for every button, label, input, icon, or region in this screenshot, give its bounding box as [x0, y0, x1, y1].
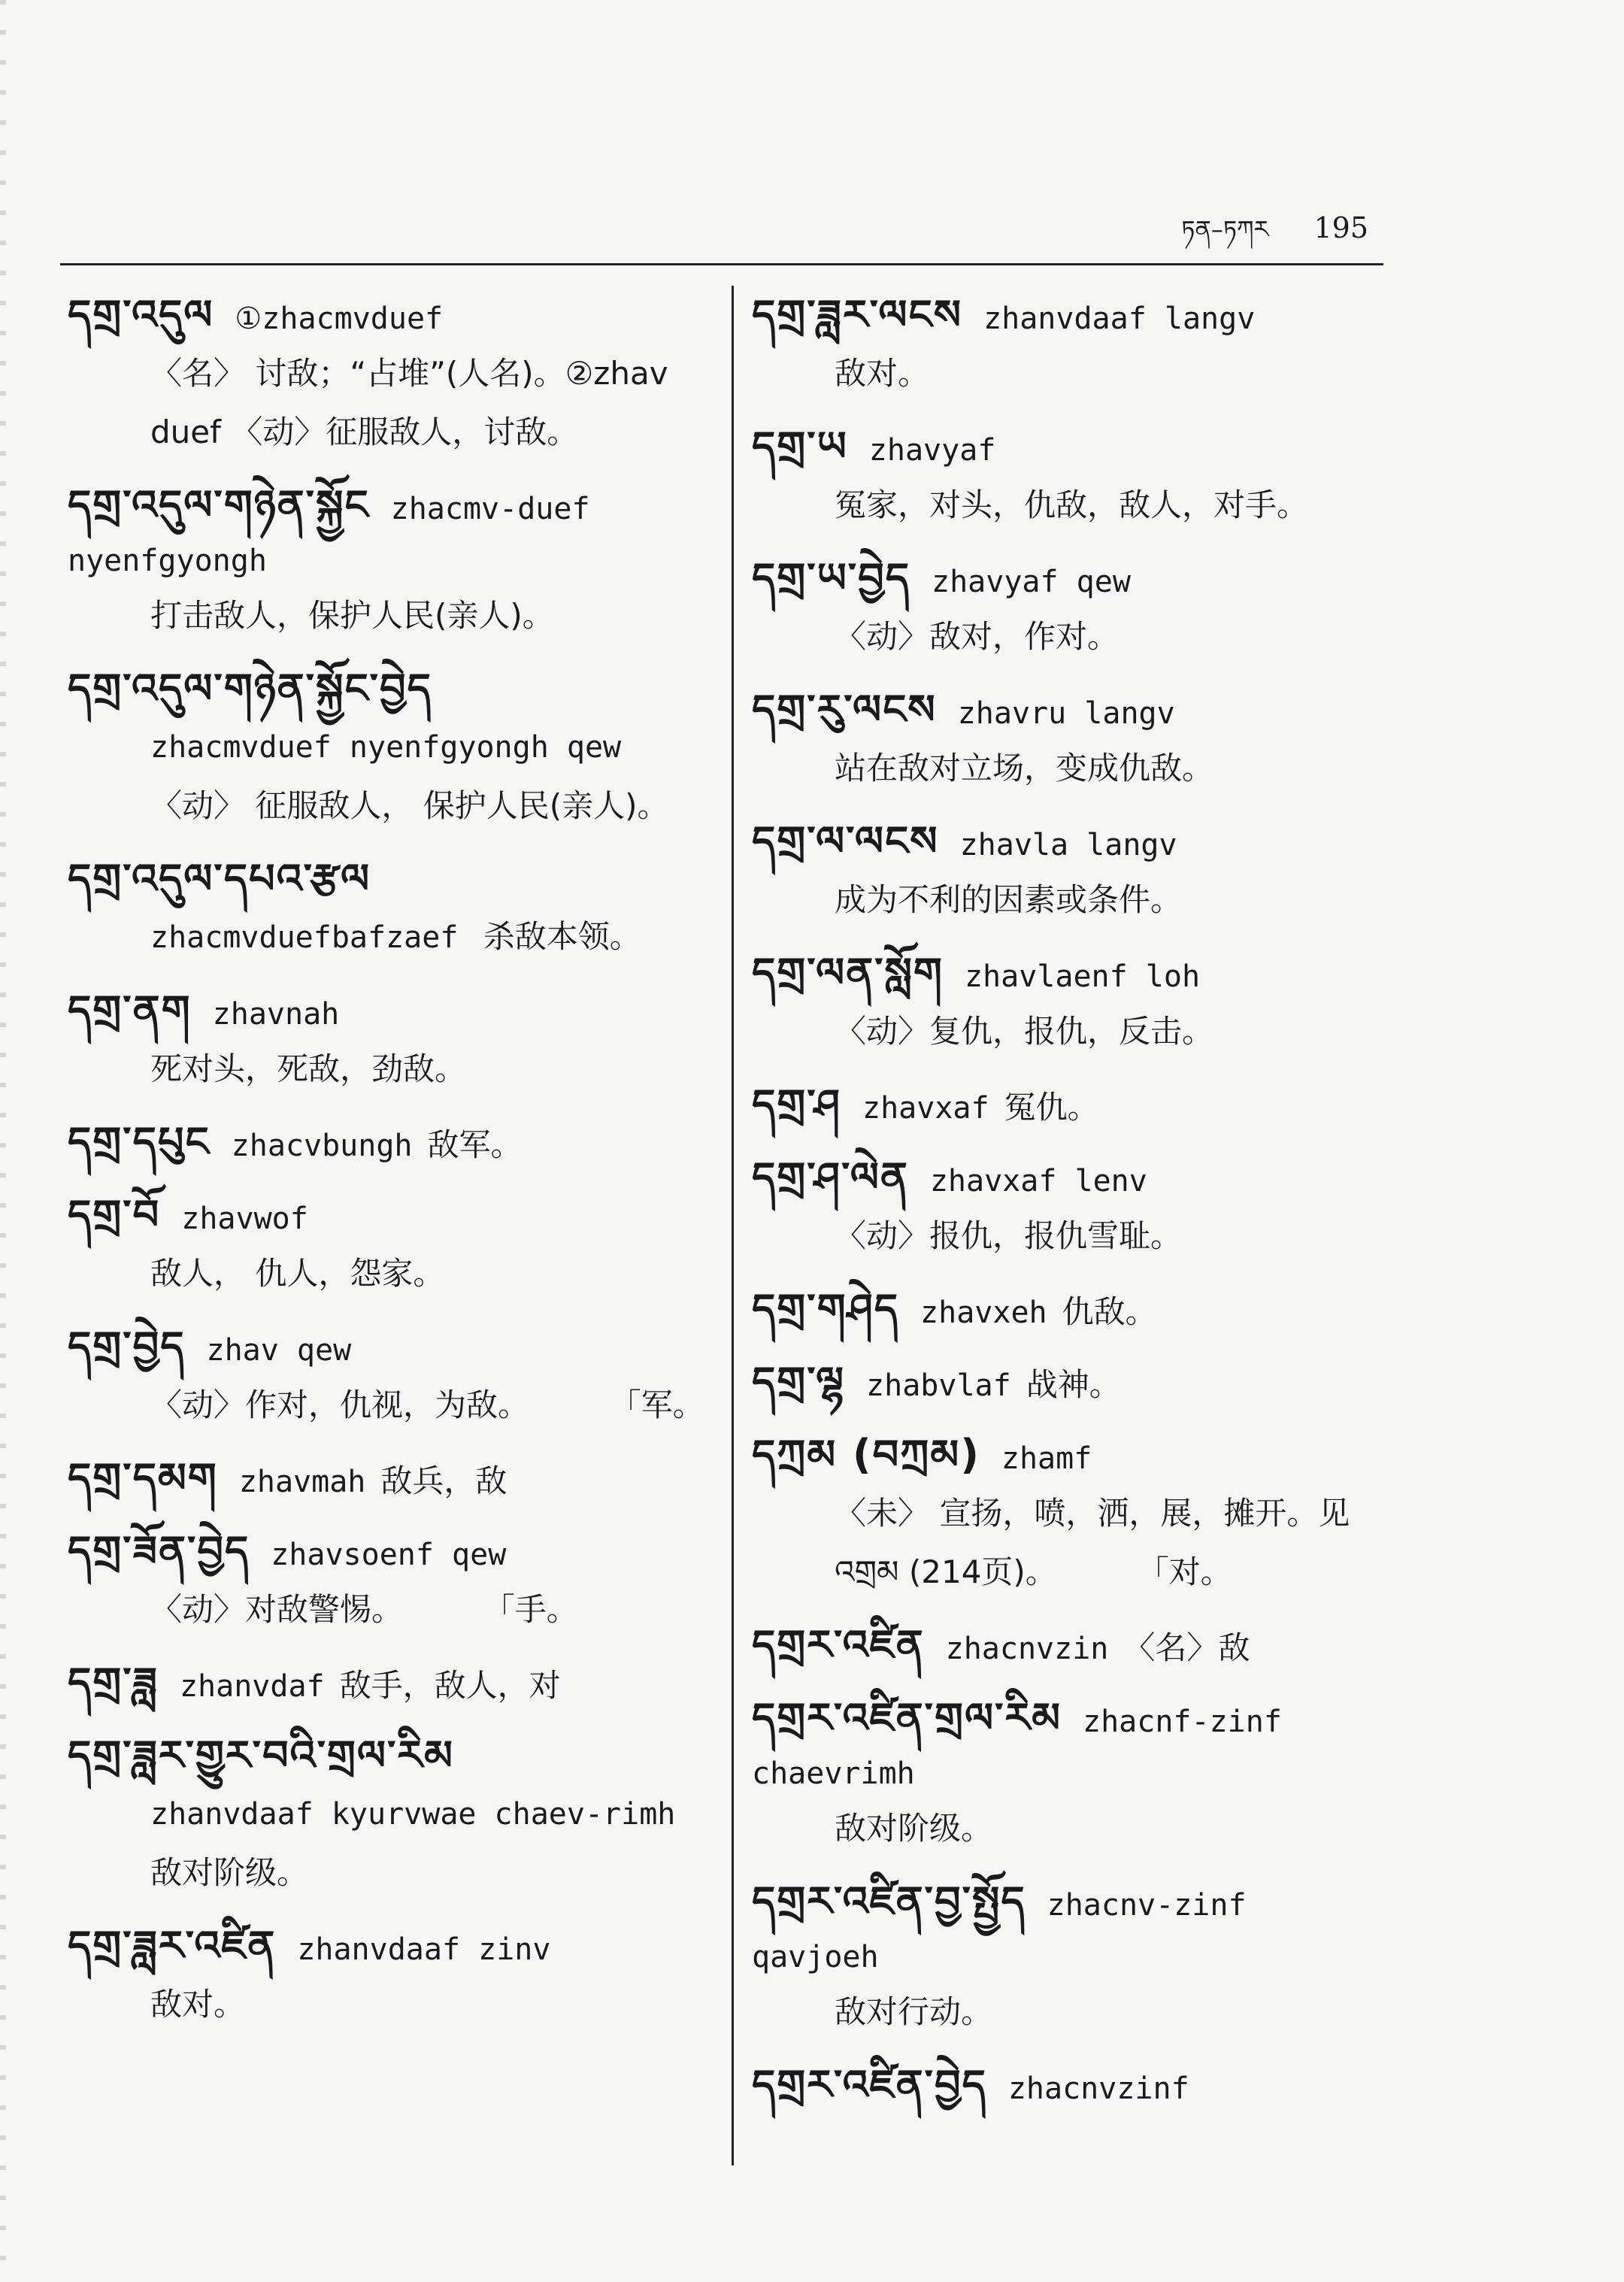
definition: 敌兵，敌 [380, 1462, 508, 1499]
romanization: zhanvdaaf kyurvwae chaev-rimh [150, 1797, 676, 1832]
romanization: zhavyaf [868, 433, 996, 468]
romanization: zhacmvduef nyenfgyongh qew [150, 730, 622, 765]
left-column [68, 289, 714, 2052]
romanization: zhavnah [212, 997, 340, 1032]
definition: 仇敌。 [1062, 1293, 1157, 1330]
tibetan-headword: དགྲ་བྱེད [68, 1323, 186, 1370]
tibetan-headword: དགྲ་འདུལ་གཉེན་སྐྱོང་བྱེད [68, 665, 432, 712]
dictionary-entry [68, 663, 714, 835]
dictionary-entry [752, 1152, 1398, 1265]
tibetan-headword: དགྲ་ཟླར་འཛིན [68, 1922, 277, 1969]
romanization: zhavxaf [862, 1091, 989, 1126]
tibetan-headword: དགྲ་བོ [68, 1191, 161, 1238]
romanization: zhav qew [206, 1333, 352, 1368]
romanization: zhanvdaf [179, 1669, 325, 1704]
definition: 〈动〉对敌警惕。 「手。 [150, 1591, 578, 1628]
definition: 敌对行动。 [835, 1993, 993, 2030]
definition: 敌对。 [150, 1986, 246, 2023]
romanization: zhavlaenf loh [964, 959, 1201, 994]
romanization: zhanvdaaf zinv [297, 1932, 551, 1967]
definition: 〈未〉 宣扬，喷，洒，展，摊开。见 འགྲམ (214页)。 「对。 [835, 1495, 1360, 1590]
dictionary-entry [68, 1920, 714, 2034]
definition: 杀敌本领。 [483, 918, 641, 955]
right-column [752, 289, 1398, 2132]
dictionary-entry [752, 421, 1398, 535]
dictionary-entry [68, 1657, 714, 1712]
dictionary-entry [752, 816, 1398, 929]
dictionary-entry [752, 1356, 1398, 1411]
romanization: zhavwof [181, 1202, 308, 1236]
romanization: ①zhacmvduef [235, 302, 444, 336]
definition: 〈动〉作对，仇视，为敌。 「军。 [150, 1386, 704, 1423]
romanization: zhacnv-zinf qavjoeh [752, 1888, 1247, 1974]
running-header [1023, 203, 1368, 271]
romanization: zhacmv-duef nyenfgyongh [68, 492, 590, 578]
dictionary-entry [68, 1730, 714, 1902]
dictionary-entry [752, 1283, 1398, 1338]
tibetan-headword: དགྲ་ཟླར་ལངས [752, 291, 963, 338]
tibetan-headword: དགྲ་ཟོན་བྱེད [68, 1527, 250, 1574]
tibetan-headword: དགྲ་ཟླ [68, 1659, 159, 1706]
tibetan-headword: དགྲ་དཔུང [68, 1118, 211, 1165]
column-divider [732, 286, 734, 2165]
definition: 打击敌人，保护人民(亲人)。 [150, 597, 554, 634]
dictionary-entry [752, 1876, 1398, 2041]
tibetan-headword: དགྲར་འཛིན [752, 1621, 925, 1668]
tibetan-headword: དགྲ་ནག [68, 986, 192, 1034]
definition: 敌对阶级。 [150, 1854, 309, 1891]
dictionary-entry [68, 1117, 714, 1171]
page-number: 195 [1313, 211, 1368, 244]
page-edge-marks [0, 0, 6, 2282]
romanization: zhavsoenf qew [271, 1538, 507, 1572]
dictionary-entry [752, 1079, 1398, 1134]
dictionary-entry [68, 1321, 714, 1435]
definition: 冤家，对头，仇敌，敌人，对手。 [835, 486, 1309, 523]
dictionary-entry [68, 853, 714, 967]
tibetan-headword: དཀྲམ (བཀྲམ) [752, 1431, 980, 1478]
dictionary-entry [68, 1189, 714, 1303]
tibetan-headword: དགྲ་འདུལ [68, 291, 214, 338]
definition: 敌手，敌人，对 [339, 1667, 561, 1704]
romanization: zhacmvduefbafzaef [150, 920, 459, 955]
definition: 〈名〉敌 [1123, 1629, 1250, 1666]
dictionary-entry [68, 480, 714, 645]
tibetan-headword: དགྲ་ཡ་བྱེད [752, 554, 910, 602]
dictionary-entry [752, 553, 1398, 666]
header-range: ཏན–ཏཀར [1181, 215, 1269, 244]
tibetan-headword: དགྲར་འཛིན་བྱེད [752, 2061, 987, 2108]
romanization: zhacvbungh [231, 1129, 413, 1163]
definition: 死对头，死敌，劲敌。 [150, 1050, 467, 1087]
tibetan-headword: དགྲ་ལ་ལངས [752, 817, 939, 865]
tibetan-headword: དགྲར་འཛིན་གྲལ་རིམ [752, 1694, 1062, 1741]
romanization: zhabvlaf [866, 1368, 1011, 1403]
romanization: zhacnf-zinf chaevrimh [752, 1705, 1282, 1791]
definition: 〈动〉复仇，报仇，反击。 [835, 1013, 1214, 1050]
romanization: zhavmah [238, 1465, 366, 1499]
definition: 敌军。 [427, 1126, 523, 1163]
tibetan-headword: དགྲ་ཡ [752, 423, 848, 470]
dictionary-entry [68, 985, 714, 1099]
definition: 敌对。 [835, 355, 930, 392]
definition: 战神。 [1026, 1366, 1121, 1403]
tibetan-headword: དགྲ་འདུལ་གཉེན་སྐྱོང [68, 481, 370, 529]
definition: 成为不利的因素或条件。 [835, 881, 1183, 918]
tibetan-headword: དགྲ་ལན་སློག [752, 949, 944, 996]
romanization: zhavla langv [959, 828, 1177, 862]
dictionary-entry [752, 1693, 1398, 1858]
tibetan-headword: དགྲ་ཤ་ལེན [752, 1153, 909, 1201]
dictionary-entry [68, 1453, 714, 1508]
dictionary-entry [752, 947, 1398, 1061]
dictionary-entry [752, 1620, 1398, 1674]
definition: 敌对阶级。 [835, 1810, 993, 1847]
romanization: zhavyaf qew [932, 565, 1131, 599]
tibetan-headword: དགྲ་རུ་ལངས [752, 686, 937, 733]
tibetan-headword: དགྲར་འཛིན་བྱ་སྤྱོད [752, 1877, 1026, 1925]
tibetan-headword: དགྲ་དམག [68, 1454, 218, 1502]
tibetan-headword: དགྲ་ཟླར་གྱུར་བའི་གྲལ་རིམ [68, 1732, 454, 1779]
romanization: zhacnvzin [945, 1632, 1109, 1666]
definition: 〈名〉 讨敌；“占堆”(人名)。②zhav duef 〈动〉征服敌人，讨敌。 [150, 355, 678, 450]
tibetan-headword: དགྲ་ཤ [752, 1080, 841, 1128]
dictionary-entry [752, 2059, 1398, 2114]
dictionary-entry [68, 1526, 714, 1639]
definition: 〈动〉 征服敌人， 保护人民(亲人)。 [150, 787, 669, 824]
romanization: zhavxaf lenv [929, 1164, 1147, 1199]
romanization: zhamf [1001, 1441, 1092, 1476]
tibetan-headword: དགྲ་གཤེད [752, 1285, 900, 1332]
definition: 冤仇。 [1004, 1089, 1099, 1126]
definition: 敌人， 仇人，怨家。 [150, 1255, 445, 1292]
definition: 〈动〉报仇，报仇雪耻。 [835, 1217, 1183, 1254]
tibetan-headword: དགྲ་འདུལ་དཔའ་རྩལ [68, 855, 371, 902]
tibetan-headword: དགྲ་ལྷ [752, 1358, 846, 1405]
header-rule [60, 263, 1383, 265]
romanization: zhacnvzinf [1007, 2071, 1189, 2106]
definition: 〈动〉敌对，作对。 [835, 618, 1120, 655]
definition: 站在敌对立场，变成仇敌。 [835, 750, 1214, 786]
dictionary-entry [68, 289, 714, 462]
romanization: zhavxeh [920, 1296, 1047, 1330]
romanization: zhavru langv [957, 696, 1175, 731]
romanization: zhanvdaaf langv [983, 302, 1256, 336]
dictionary-entry [752, 1429, 1398, 1602]
dictionary-entry [752, 684, 1398, 798]
dictionary-entry [752, 289, 1398, 403]
